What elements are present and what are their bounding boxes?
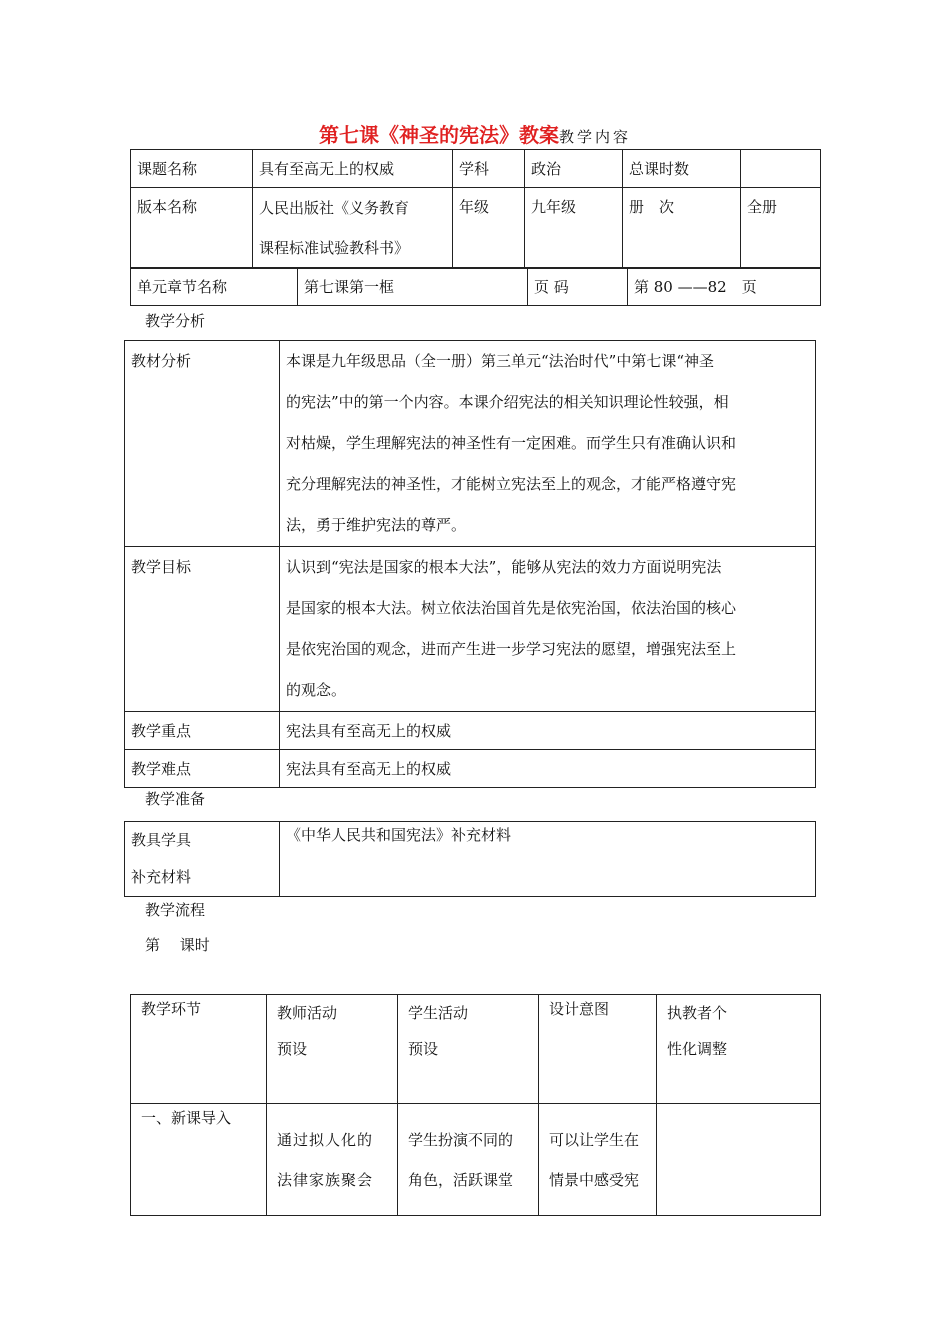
row1-teacher-line-1: 通过拟人化的	[277, 1131, 374, 1149]
title-suffix: 教学内容	[558, 128, 631, 146]
header-teacher-line-2: 预设	[277, 1040, 308, 1058]
analysis-table	[124, 340, 816, 788]
subject: 政治	[525, 150, 623, 188]
analysis-heading: 教学分析	[145, 312, 206, 330]
header-adjust-line-1: 执教者个	[667, 1004, 728, 1022]
document-title	[0, 122, 950, 150]
difficulty-point: 宪法具有至高无上的权威	[280, 750, 816, 788]
prep-table	[124, 821, 816, 897]
goal-label: 教学目标	[125, 547, 280, 712]
header-student-line-1: 学生活动	[408, 1004, 469, 1022]
goal-line: 认识到“宪法是国家的根本大法”，能够从宪法的效力方面说明宪法	[286, 558, 722, 576]
row1-stage: 一、新课导入	[131, 1104, 267, 1216]
header-adjust-line-2: 性化调整	[667, 1040, 728, 1058]
header-student-line-2: 预设	[408, 1040, 439, 1058]
prep-label-line-2: 补充材料	[131, 868, 192, 886]
flow-table	[130, 994, 821, 1216]
header-intent: 设计意图	[539, 995, 657, 1104]
flow-heading: 教学流程	[145, 901, 206, 919]
volume-label: 册 次	[623, 188, 741, 269]
grade: 九年级	[525, 188, 623, 269]
course-name: 具有至高无上的权威	[253, 150, 453, 188]
header-stage: 教学环节	[131, 995, 267, 1104]
goal-line: 的观念。	[286, 681, 347, 699]
material-line: 法，勇于维护宪法的尊严。	[286, 516, 467, 534]
material-label: 教材分析	[125, 341, 280, 547]
total-hours-label: 总课时数	[623, 150, 741, 188]
edition-label: 版本名称	[131, 188, 253, 269]
teaching-goal	[280, 547, 816, 712]
header-teacher	[267, 995, 398, 1104]
key-point: 宪法具有至高无上的权威	[280, 712, 816, 750]
page-range: 第 80 ——82 页	[628, 268, 821, 306]
row1-teacher	[267, 1104, 398, 1216]
unit-value: 第七课第一框	[298, 268, 528, 306]
row1-teacher-line-2: 法律家族聚会	[277, 1171, 374, 1189]
header-teacher-line-1: 教师活动	[277, 1004, 338, 1022]
edition	[253, 188, 453, 269]
row1-intent-line-1: 可以让学生在	[549, 1131, 640, 1149]
material-line: 充分理解宪法的神圣性，才能树立宪法至上的观念，才能严格遵守宪	[286, 475, 737, 493]
row1-intent-line-2: 情景中感受宪	[549, 1171, 640, 1189]
prep-heading: 教学准备	[145, 790, 206, 808]
course-name-label: 课题名称	[131, 150, 253, 188]
goal-line: 是依宪治国的观念，进而产生进一步学习宪法的愿望，增强宪法至上	[286, 640, 737, 658]
info-table	[130, 149, 821, 269]
material-analysis	[280, 341, 816, 547]
material-line: 对枯燥，学生理解宪法的神圣性有一定困难。而学生只有准确认识和	[286, 434, 737, 452]
key-label: 教学重点	[125, 712, 280, 750]
edition-line-1: 人民出版社《义务教育	[259, 199, 410, 217]
edition-line-2: 课程标准试验教科书》	[259, 239, 410, 257]
row1-adjust	[657, 1104, 821, 1216]
prep-content: 《中华人民共和国宪法》补充材料	[280, 822, 816, 897]
row1-student-line-2: 角色，活跃课堂	[408, 1171, 514, 1189]
difficulty-label: 教学难点	[125, 750, 280, 788]
row1-intent	[539, 1104, 657, 1216]
page-label: 页 码	[528, 268, 628, 306]
material-line: 的宪法”中的第一个内容。本课介绍宪法的相关知识理论性较强，相	[286, 393, 729, 411]
grade-label: 年级	[453, 188, 525, 269]
prep-label	[125, 822, 280, 897]
volume: 全册	[741, 188, 821, 269]
header-adjust	[657, 995, 821, 1104]
goal-line: 是国家的根本大法。树立依法治国首先是依宪治国，依法治国的核心	[286, 599, 737, 617]
subject-label: 学科	[453, 150, 525, 188]
material-line: 本课是九年级思品（全一册）第三单元“法治时代”中第七课“神圣	[286, 352, 715, 370]
unit-table	[130, 267, 821, 306]
total-hours	[741, 150, 821, 188]
row1-student-line-1: 学生扮演不同的	[408, 1131, 514, 1149]
unit-label: 单元章节名称	[131, 268, 298, 306]
lesson-label: 第 课时	[145, 936, 210, 954]
header-student	[398, 995, 539, 1104]
prep-label-line-1: 教具学具	[131, 831, 192, 849]
row1-student	[398, 1104, 539, 1216]
title-main: 第七课《神圣的宪法》教案	[318, 123, 559, 147]
